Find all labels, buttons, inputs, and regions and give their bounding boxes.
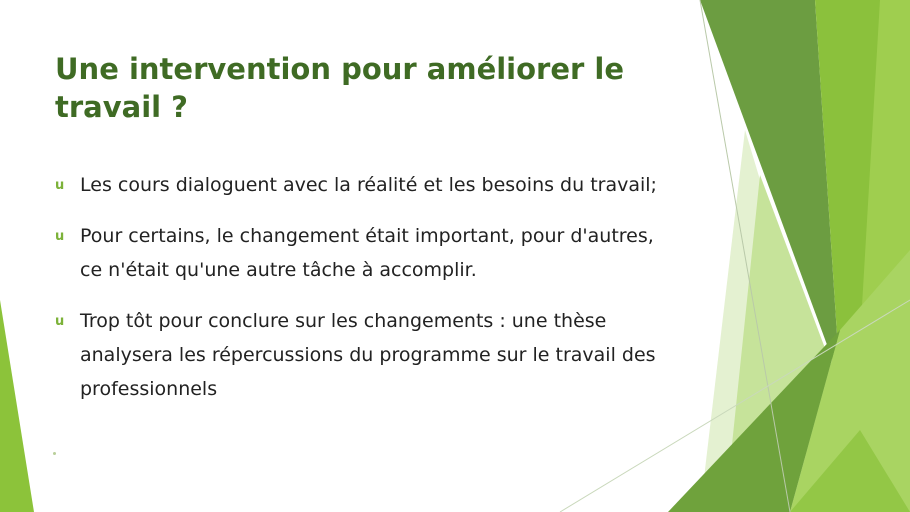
bullet-text: Pour certains, le changement était important, pour d'autres, ce n'était qu'une autre tâche à accomplir.: [80, 225, 654, 281]
left-green-sliver: [0, 300, 34, 512]
slide-title: Une intervention pour améliorer le travail ?: [55, 52, 625, 124]
bullet-item: [55, 219, 665, 287]
bullet-marker-icon: u: [55, 178, 65, 193]
bullet-item: [55, 304, 665, 406]
bullet-text: Trop tôt pour conclure sur les changements : une thèse analysera les répercussions du programme sur le travail des professionnels: [80, 310, 656, 400]
stray-dot: [53, 452, 56, 455]
bullet-list: [55, 168, 665, 423]
bullet-text: Les cours dialoguent avec la réalité et les besoins du travail;: [80, 174, 657, 196]
bullet-marker-icon: u: [55, 229, 65, 244]
bullet-marker-icon: u: [55, 314, 65, 329]
bullet-item: [55, 168, 665, 202]
